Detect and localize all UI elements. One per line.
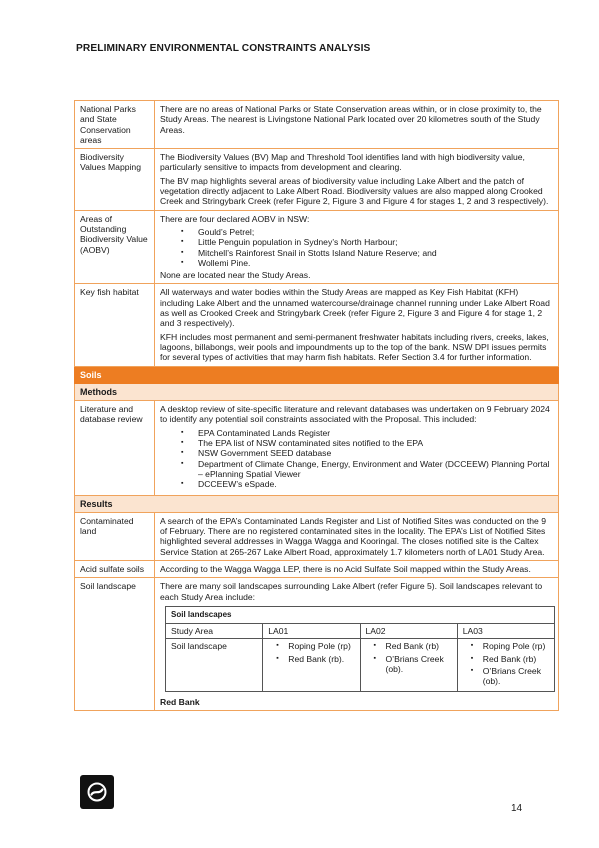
table-row [166,639,555,691]
list-item: ▪ O’Brians Creek (ob). [483,666,549,687]
list-item: ▪ Roping Pole (rp) [483,641,549,651]
table-row [75,578,559,711]
table-row [75,560,559,577]
list-item: ▪ The EPA list of NSW contaminated sites notified to the EPA [198,438,553,448]
paragraph: A search of the EPA’s Contaminated Lands Register and List of Notified Sites was conducted on the 9 of February. There are no registered contaminated sites in the locality. The EPA’s List of Notified Sites highlighted several addresses in Wagga Wagga and Kooringal. The closes notified site is the Caltex Service Station at 265-267 Lake Albert Road, approximately 1.7 kilometers north of LA01 Study Area. [160,515,546,557]
column-header: Study Area [166,624,263,639]
row-label: Contaminated land [75,512,155,560]
page-number: 14 [511,803,523,814]
column-header: LA01 [263,624,360,639]
list-item: ▪ Little Penguin population in Sydney’s North Harbour; [198,237,553,247]
soil-landscapes-table [165,606,555,692]
row-label: National Parks and State Conservation areas [75,101,155,149]
subsection-title: Methods [75,383,559,400]
row-content [155,578,559,711]
paragraph: KFH includes most permanent and semi-permanent freshwater habitats including rivers, creeks, lakes, lagoons, billabongs, weir pools and impoundments up to the top of the bank. NSW DPI issues permits for several types of activities that may harm fish habitats. Refer Section 3.4 for further information. [160,331,549,363]
database-list [160,428,553,490]
company-logo-icon [80,775,114,809]
row-content [155,560,559,577]
subsection-header-row [75,495,559,512]
paragraph: There are no areas of National Parks or State Conservation areas within, or in close proximity to, the Study Areas. The nearest is Livingstone National Park located over 20 kilometres south of the Study Areas. [160,104,542,135]
table-cell [263,639,360,691]
row-content [155,512,559,560]
row-content [155,401,559,495]
row-header: Soil landscape [166,639,263,691]
constraints-table [74,100,559,711]
list-item: ▪ EPA Contaminated Lands Register [198,428,553,438]
paragraph: According to the Wagga Wagga LEP, there is no Acid Sulfate Soil mapped within the Study Areas. [160,563,531,574]
subsection-title: Results [75,495,559,512]
table-row [75,101,559,149]
table-row [75,284,559,366]
list-item: ▪ Red Bank (rb). [288,654,354,664]
paragraph: A desktop review of site-specific literature and relevant databases was undertaken on 9 February 2024 to identify any potential soil constraints associated with the Proposal. This included: [160,404,550,425]
list-item: ▪ Roping Pole (rp) [288,641,354,651]
table-cell [457,639,554,691]
table-row [75,210,559,284]
section-title: Soils [75,366,559,383]
row-label: Literature and database review [75,401,155,495]
column-header: LA02 [360,624,457,639]
row-content [155,210,559,284]
la01-list [268,641,354,664]
header-row [166,624,555,639]
row-label: Acid sulfate soils [75,560,155,577]
la02-list [366,641,452,674]
list-item: ▪ Wollemi Pine. [198,258,553,268]
list-item: ▪ DCCEEW’s eSpade. [198,479,553,489]
table-caption: Soil landscapes [166,606,555,623]
table-cell [360,639,457,691]
paragraph: The BV map highlights several areas of biodiversity value including Lake Albert and the patch of vegetation directly adjacent to Lake Albert Road. Biodiversity values are also mapped along Crooked Creek and Stringybark Creek (refer Figure 2, Figure 3 and Figure 4 for stages 1, 2 and 3 respectively). [160,175,549,207]
list-item: ▪ NSW Government SEED database [198,448,553,458]
page-header-title: PRELIMINARY ENVIRONMENTAL CONSTRAINTS ANALYSIS [76,43,371,54]
list-item: ▪ Red Bank (rb) [483,654,549,664]
aobv-list [160,227,553,268]
paragraph: None are located near the Study Areas. [160,270,311,281]
row-content [155,101,559,149]
row-content [155,149,559,210]
row-label: Areas of Outstanding Biodiversity Value (AOBV) [75,210,155,284]
paragraph: The Biodiversity Values (BV) Map and Threshold Tool identifies land with high biodiversity value, particularly sensitive to impacts from development and clearing. [160,152,525,173]
caption-row [166,606,555,623]
table-row [75,149,559,210]
row-label: Soil landscape [75,578,155,711]
column-header: LA03 [457,624,554,639]
table-row [75,401,559,495]
list-item: ▪ Red Bank (rb) [386,641,452,651]
row-label: Key fish habitat [75,284,155,366]
table-row [75,512,559,560]
list-item: ▪ Gould’s Petrel; [198,227,553,237]
paragraph: All waterways and water bodies within the Study Areas are mapped as Key Fish Habitat (KFH) including Lake Albert and the unnamed watercourse/drainage channel running under Lake Albert Road as well as Crooked Creek and Stringybark Creek (refer Figure 2, Figure 3 and Figure 4 for stage 1, 2 and 3 respectively). [160,287,550,329]
section-header-row [75,366,559,383]
paragraph: There are many soil landscapes surrounding Lake Albert (refer Figure 5). Soil landscapes relevant to each Study Area include: [160,581,543,602]
subsection-header-row [75,383,559,400]
subheading-red-bank: Red Bank [160,696,200,707]
list-item: ▪ O’Brians Creek (ob). [386,654,452,675]
la03-list [463,641,549,686]
row-content [155,284,559,366]
list-item: ▪ Mitchell’s Rainforest Snail in Stotts Island Nature Reserve; and [198,248,553,258]
list-item: ▪ Department of Climate Change, Energy, Environment and Water (DCCEEW) Planning Portal – ePlanning Spatial Viewer [198,459,553,480]
row-label: Biodiversity Values Mapping [75,149,155,210]
paragraph: There are four declared AOBV in NSW: [160,213,310,224]
